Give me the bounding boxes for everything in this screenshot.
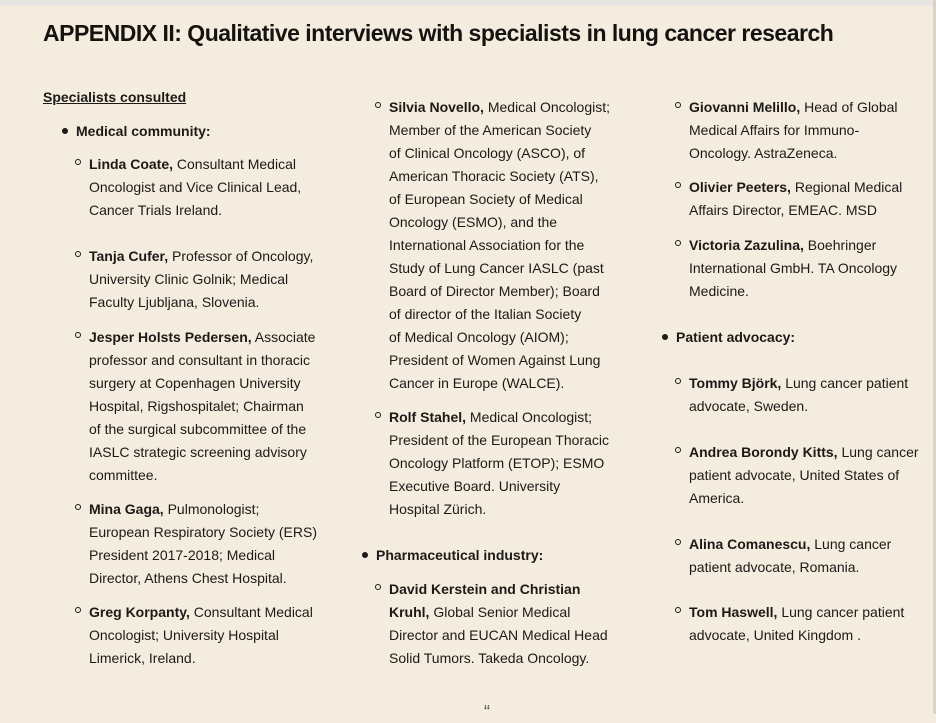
entry-line: patient advocate, United States of	[689, 467, 900, 483]
specialist-name: Giovanni Melillo,	[689, 99, 801, 115]
circle-bullet-icon	[675, 539, 681, 545]
entry-line: Executive Board. University	[389, 478, 561, 494]
entry-line: Hospital, Rigshospitalet; Chairman	[89, 398, 304, 414]
entry-line: Oncology. AstraZeneca.	[689, 145, 838, 161]
specialist-name: Linda Coate,	[89, 156, 174, 172]
circle-bullet-icon	[75, 159, 81, 165]
entry-line: Lung cancer patient	[781, 604, 905, 620]
entry-line: Boehringer	[807, 237, 877, 253]
specialist-entry	[89, 498, 339, 590]
entry-line: IASLC strategic screening advisory	[89, 444, 307, 460]
entry-line: Oncologist; University Hospital	[89, 627, 279, 643]
specialist-name: Victoria Zazulina,	[689, 237, 804, 253]
entry-line: Medical Affairs for Immuno-	[689, 122, 860, 138]
specialist-name: Andrea Borondy Kitts,	[689, 444, 838, 460]
entry-line: Medical Oncologist;	[487, 99, 610, 115]
entry-line: Director and EUCAN Medical Head	[389, 627, 608, 643]
specialist-entry	[389, 406, 649, 521]
specialist-name: Alina Comanescu,	[689, 536, 811, 552]
specialist-entry	[89, 153, 339, 222]
circle-bullet-icon	[75, 251, 81, 257]
entry-line: Cancer Trials Ireland.	[89, 202, 223, 218]
entry-line: Member of the American Society	[389, 122, 592, 138]
top-divider	[0, 0, 936, 6]
specialist-name: Tommy Björk,	[689, 375, 782, 391]
entry-line: patient advocate, Romania.	[689, 559, 860, 575]
entry-line: Limerick, Ireland.	[89, 650, 196, 666]
entry-line: Pulmonologist;	[167, 501, 260, 517]
entry-line: advocate, United Kingdom .	[689, 627, 861, 643]
entry-line: Lung cancer patient	[785, 375, 909, 391]
entry-line: of Clinical Oncology (ASCO), of	[389, 145, 586, 161]
circle-bullet-icon	[375, 584, 381, 590]
specialist-name: Jesper Holsts Pedersen,	[89, 329, 252, 345]
entry-line: President of Women Against Lung	[389, 352, 601, 368]
bullet-icon	[362, 552, 368, 558]
entry-line: Associate	[254, 329, 316, 345]
entry-line: European Respiratory Society (ERS)	[89, 524, 317, 540]
entry-line: Head of Global	[804, 99, 898, 115]
circle-bullet-icon	[675, 378, 681, 384]
entry-line: Oncology (ESMO), and the	[389, 214, 558, 230]
section-heading: Specialists consulted	[43, 89, 187, 105]
group-label: Pharmaceutical industry:	[376, 547, 544, 563]
entry-line: advocate, Sweden.	[689, 398, 809, 414]
circle-bullet-icon	[75, 504, 81, 510]
group-medical-community	[62, 123, 211, 139]
specialist-entry	[89, 326, 339, 487]
entry-line: Regional Medical	[794, 179, 903, 195]
circle-bullet-icon	[375, 412, 381, 418]
circle-bullet-icon	[675, 607, 681, 613]
entry-line: International GmbH. TA Oncology	[689, 260, 898, 276]
entry-line: International Association for the	[389, 237, 585, 253]
entry-line: President 2017-2018; Medical	[89, 547, 276, 563]
entry-line: Lung cancer	[841, 444, 919, 460]
group-patient-advocacy	[662, 329, 795, 345]
specialist-entry	[689, 176, 929, 222]
footer-quote-glyph: “	[484, 702, 490, 722]
circle-bullet-icon	[675, 102, 681, 108]
entry-line: President of the European Thoracic	[389, 432, 609, 448]
specialist-entry	[689, 441, 929, 510]
specialist-name: Greg Korpanty,	[89, 604, 190, 620]
specialist-entry	[689, 372, 929, 418]
specialist-entry	[689, 96, 929, 165]
entry-line: Oncologist and Vice Clinical Lead,	[89, 179, 302, 195]
group-pharmaceutical-industry	[362, 547, 543, 563]
entry-line: Consultant Medical	[176, 156, 296, 172]
specialist-name: Rolf Stahel,	[389, 409, 467, 425]
specialist-entry	[89, 601, 339, 670]
entry-line: surgery at Copenhagen University	[89, 375, 301, 391]
specialist-entry	[689, 533, 929, 579]
circle-bullet-icon	[375, 102, 381, 108]
entry-line: Professor of Oncology,	[171, 248, 314, 264]
entry-line: of Medical Oncology (AIOM);	[389, 329, 569, 345]
entry-line: professor and consultant in thoracic	[89, 352, 311, 368]
entry-line: Study of Lung Cancer IASLC (past	[389, 260, 604, 276]
entry-line: Oncology Platform (ETOP); ESMO	[389, 455, 605, 471]
specialist-entry	[389, 578, 649, 670]
entry-line: Solid Tumors. Takeda Oncology.	[389, 650, 590, 666]
entry-line: Director, Athens Chest Hospital.	[89, 570, 287, 586]
entry-line: University Clinic Golnik; Medical	[89, 271, 289, 287]
specialist-name: Silvia Novello,	[389, 99, 484, 115]
specialist-entry	[389, 96, 649, 395]
entry-line: of director of the Italian Society	[389, 306, 582, 322]
specialist-entry	[689, 234, 929, 303]
entry-line: America.	[689, 490, 745, 506]
specialist-name: Tanja Cufer,	[89, 248, 169, 264]
specialist-name: Mina Gaga,	[89, 501, 164, 517]
specialist-name-cont: Kruhl,	[389, 604, 430, 620]
entry-line: Medical Oncologist;	[469, 409, 593, 425]
bullet-icon	[62, 128, 68, 134]
entry-line: of European Society of Medical	[389, 191, 583, 207]
circle-bullet-icon	[75, 607, 81, 613]
entry-line: Consultant Medical	[193, 604, 313, 620]
entry-line: Board of Director Member); Board	[389, 283, 600, 299]
entry-line: Faculty Ljubljana, Slovenia.	[89, 294, 260, 310]
entry-line: committee.	[89, 467, 158, 483]
entry-line: Affairs Director, EMEAC. MSD	[689, 202, 878, 218]
specialist-name: Olivier Peeters,	[689, 179, 791, 195]
specialist-entry	[689, 601, 929, 647]
circle-bullet-icon	[675, 182, 681, 188]
group-label: Medical community:	[76, 123, 211, 139]
entry-line: Lung cancer	[814, 536, 892, 552]
entry-line: Cancer in Europe (WALCE).	[389, 375, 565, 391]
bullet-icon	[662, 334, 668, 340]
specialist-entry	[89, 245, 339, 314]
circle-bullet-icon	[675, 240, 681, 246]
entry-line: American Thoracic Society (ATS),	[389, 168, 599, 184]
group-label: Patient advocacy:	[676, 329, 796, 345]
entry-line: of the surgical subcommittee of the	[89, 421, 307, 437]
circle-bullet-icon	[675, 447, 681, 453]
entry-line: Hospital Zürich.	[389, 501, 487, 517]
circle-bullet-icon	[75, 332, 81, 338]
entry-line: Medicine.	[689, 283, 749, 299]
entry-line: Global Senior Medical	[429, 604, 571, 620]
page-title: APPENDIX II: Qualitative interviews with specialists in lung cancer research	[43, 20, 834, 46]
specialist-name: Tom Haswell,	[689, 604, 778, 620]
specialist-name: David Kerstein and Christian	[389, 581, 581, 597]
